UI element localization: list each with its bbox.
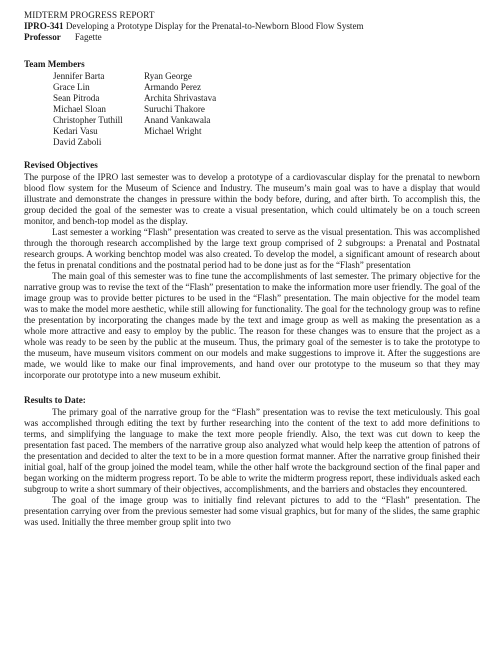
professor-line xyxy=(24,32,480,43)
results-to-date-heading: Results to Date: xyxy=(24,395,86,405)
team-member: David Zaboli xyxy=(53,137,102,147)
team-member: Michael Sloan xyxy=(53,104,106,114)
team-member: Anand Vankawala xyxy=(144,115,211,125)
team-member: Christopher Tuthill xyxy=(53,115,123,125)
results-paragraph: The goal of the image group was to initially find relevant pictures to add to the “Flash” presentation. The presentation carrying over from the previous semester had some visual graphics, but for many of the slides, the same graphic was used. Initially the three member group split into two xyxy=(24,495,480,527)
team-column-1 xyxy=(53,71,143,148)
report-title: MIDTERM PROGRESS REPORT xyxy=(24,10,155,20)
professor-label: Professor xyxy=(24,32,61,42)
team-member: Kedari Vasu xyxy=(53,126,98,136)
results-paragraph: The primary goal of the narrative group for the “Flash” presentation was to revise the text meticulously. This goal was accomplished through editing the text by further researching into the content of the text to add more definitions to terms, and simplifying the language to make the text more people friendly. Also, the text was cut down to keep the presentation fast paced. The members of the narrative group also analyzed what would help keep the attention of patrons of the presentation and decided to alter the text to be in a more question format manner. After the narrative group finished their initial goal, half of the group joined the model team, while the other half wrote the background section of the final paper and began working on the midterm progress report. To be able to write the midterm progress report, these individuals asked each subgroup to write a short summary of their objectives, accomplishments, and the barriers and obstacles they encountered. xyxy=(24,407,480,494)
revised-objectives-paragraph: The main goal of this semester was to fine tune the accomplishments of last semester. The primary objective for the narrative group was to revise the text of the “Flash” presentation to make the information more user friendly. The goal of the image group was to provide better pictures to be used in the “Flash” presentation. The main objective for the model team was to make the model more aesthetic, while still allowing for functionality. The goal for the technology group was to refine the presentation by incorporating the changes made by the text and image group as well as making the presentation as a whole more attractive and easy to employ by the public. The reason for these changes was to ensure that the project as a whole was ready to be seen by the public at the museum. Thus, the primary goal of the semester is to take the prototype to the museum, have museum visitors comment on our models and make suggestions to improve it. After the suggestions are made, we would like to make our final improvements, and hand over our prototype to the museum so that they may incorporate our prototype into a new museum exhibit. xyxy=(24,271,480,380)
team-member: Ryan George xyxy=(144,71,192,81)
project-title: Developing a Prototype Display for the Prenatal-to-Newborn Blood Flow System xyxy=(63,21,364,31)
team-members-list xyxy=(24,71,480,148)
team-member: Jennifer Barta xyxy=(53,71,105,81)
team-column-2 xyxy=(143,71,304,148)
revised-objectives-heading: Revised Objectives xyxy=(24,160,98,170)
course-code: IPRO-341 xyxy=(24,21,64,31)
team-member: Sean Pitroda xyxy=(53,93,100,103)
professor-name: Fagette xyxy=(74,32,102,42)
team-member: Michael Wright xyxy=(144,126,202,136)
team-member: Archita Shrivastava xyxy=(144,93,217,103)
revised-objectives-paragraph: The purpose of the IPRO last semester was to develop a prototype of a cardiovascular display for the prenatal to newborn blood flow system for the Museum of Science and Industry. The museum’s main goal was to have a display that would illustrate and demonstrate the changes in pressure within the body before, during, and after birth. To accomplish this, the group decided the goal of the semester was to create a visual presentation, which could ultimately be on a touch screen monitor, and bench-top model as the display. xyxy=(24,172,480,226)
team-members-heading: Team Members xyxy=(24,59,85,69)
team-member: Armando Perez xyxy=(144,82,202,92)
revised-objectives-paragraph: Last semester a working “Flash” presentation was created to serve as the visual presentation. This was accomplished through the thorough research accomplished by the large text group comprised of 2 subgroups: a Prenatal and Postnatal research groups. A working benchtop model was also created. To develop the model, a significant amount of research about the fetus in prenatal conditions and the postnatal period had to be done just as for the “Flash” presentation xyxy=(24,227,480,270)
project-line xyxy=(24,21,480,32)
team-member: Grace Lin xyxy=(53,82,90,92)
team-member: Suruchi Thakore xyxy=(144,104,205,114)
